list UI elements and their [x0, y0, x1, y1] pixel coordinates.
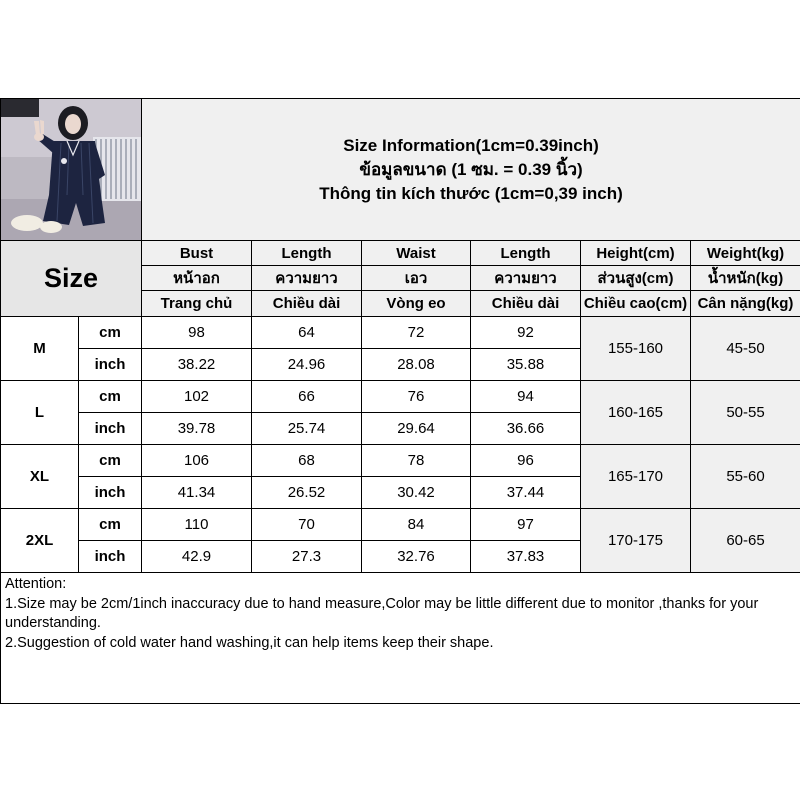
header-pants-length-en: Length: [471, 241, 581, 266]
unit-label-inch: inch: [79, 349, 142, 381]
product-photo-image: [1, 99, 141, 240]
header-weight-vi: Cân nặng(kg): [691, 291, 800, 317]
title-vietnamese: Thông tin kích thước (1cm=0,39 inch): [319, 183, 623, 203]
waist-value-inch: 28.08: [362, 349, 471, 381]
height-range: 165-170: [581, 445, 691, 509]
header-weight-th: น้ำหนัก(kg): [691, 266, 800, 291]
attention-notes: [1, 573, 800, 704]
height-range: 160-165: [581, 381, 691, 445]
unit-label-inch: inch: [79, 413, 142, 445]
pants-length-value-inch: 36.66: [471, 413, 581, 445]
bust-value-inch: 41.34: [142, 477, 252, 509]
unit-label-cm: cm: [79, 445, 142, 477]
length-value-inch: 24.96: [252, 349, 362, 381]
waist-value-cm: 78: [362, 445, 471, 477]
bust-value-inch: 38.22: [142, 349, 252, 381]
header-height-en: Height(cm): [581, 241, 691, 266]
pants-length-value-inch: 37.83: [471, 541, 581, 573]
pants-length-value-cm: 96: [471, 445, 581, 477]
length-value-inch: 26.52: [252, 477, 362, 509]
title-english: Size Information(1cm=0.39inch): [343, 135, 599, 155]
waist-value-inch: 32.76: [362, 541, 471, 573]
header-bust-vi: Trang chủ: [142, 291, 252, 317]
height-range: 170-175: [581, 509, 691, 573]
unit-label-inch: inch: [79, 477, 142, 509]
length-value-cm: 68: [252, 445, 362, 477]
attention-heading: Attention:: [5, 576, 67, 592]
bust-value-cm: 110: [142, 509, 252, 541]
header-pants-length-vi: Chiều dài: [471, 291, 581, 317]
bust-value-cm: 102: [142, 381, 252, 413]
unit-label-cm: cm: [79, 381, 142, 413]
header-waist-en: Waist: [362, 241, 471, 266]
waist-value-inch: 30.42: [362, 477, 471, 509]
size-label-l: L: [1, 381, 79, 445]
bust-value-cm: 106: [142, 445, 252, 477]
length-value-cm: 64: [252, 317, 362, 349]
waist-value-cm: 84: [362, 509, 471, 541]
size-label-m: M: [1, 317, 79, 381]
header-height-vi: Chiều cao(cm): [581, 291, 691, 317]
size-label-xl: XL: [1, 445, 79, 509]
bust-value-inch: 42.9: [142, 541, 252, 573]
waist-value-inch: 29.64: [362, 413, 471, 445]
bust-value-cm: 98: [142, 317, 252, 349]
size-column-header: Size: [1, 241, 142, 317]
header-waist-th: เอว: [362, 266, 471, 291]
weight-range: 45-50: [691, 317, 800, 381]
header-bust-th: หน้าอก: [142, 266, 252, 291]
product-photo: [1, 99, 142, 241]
header-height-th: ส่วนสูง(cm): [581, 266, 691, 291]
header-pants-length-th: ความยาว: [471, 266, 581, 291]
header-length-vi: Chiều dài: [252, 291, 362, 317]
bust-value-inch: 39.78: [142, 413, 252, 445]
weight-range: 55-60: [691, 445, 800, 509]
attention-note-measurement: 1.Size may be 2cm/1inch inaccuracy due to hand measure,Color may be little different due to monitor ,thanks for your understanding.: [5, 595, 759, 632]
size-label-2xl: 2XL: [1, 509, 79, 573]
size-information-title: [142, 99, 800, 241]
length-value-cm: 66: [252, 381, 362, 413]
header-weight-en: Weight(kg): [691, 241, 800, 266]
pants-length-value-cm: 94: [471, 381, 581, 413]
header-bust-en: Bust: [142, 241, 252, 266]
length-value-inch: 27.3: [252, 541, 362, 573]
weight-range: 60-65: [691, 509, 800, 573]
header-length-th: ความยาว: [252, 266, 362, 291]
size-chart-table: [0, 98, 800, 704]
unit-label-cm: cm: [79, 317, 142, 349]
waist-value-cm: 72: [362, 317, 471, 349]
waist-value-cm: 76: [362, 381, 471, 413]
header-waist-vi: Vòng eo: [362, 291, 471, 317]
height-range: 155-160: [581, 317, 691, 381]
weight-range: 50-55: [691, 381, 800, 445]
pants-length-value-inch: 37.44: [471, 477, 581, 509]
pants-length-value-cm: 97: [471, 509, 581, 541]
unit-label-cm: cm: [79, 509, 142, 541]
pants-length-value-cm: 92: [471, 317, 581, 349]
length-value-cm: 70: [252, 509, 362, 541]
length-value-inch: 25.74: [252, 413, 362, 445]
pants-length-value-inch: 35.88: [471, 349, 581, 381]
unit-label-inch: inch: [79, 541, 142, 573]
title-thai: ข้อมูลขนาด (1 ซม. = 0.39 นิ้ว): [359, 159, 583, 179]
header-length-en: Length: [252, 241, 362, 266]
attention-note-washing: 2.Suggestion of cold water hand washing,it can help items keep their shape.: [5, 635, 494, 652]
